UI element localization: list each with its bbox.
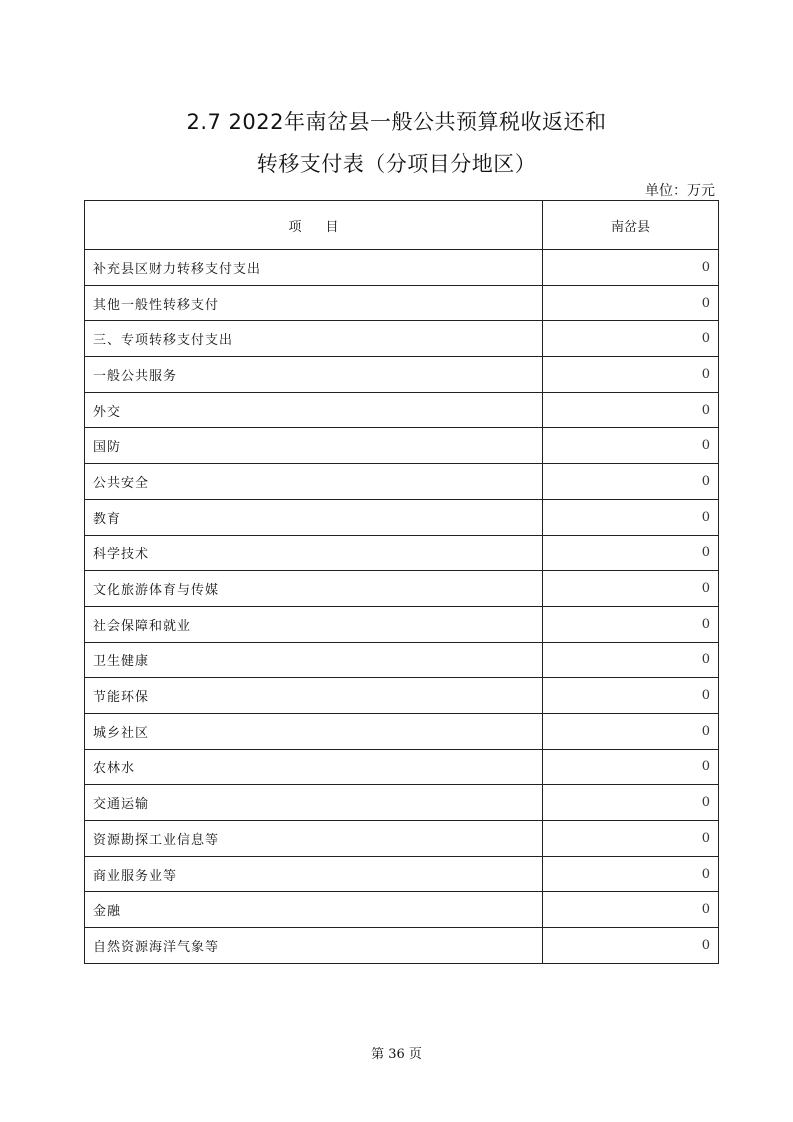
row-item-name: 文化旅游体育与传媒 [85,571,543,607]
row-item-name: 节能环保 [85,678,543,714]
row-item-value: 0 [543,606,719,642]
table-row [85,928,719,964]
column-header-item: 项目 [85,201,543,250]
row-item-name: 国防 [85,428,543,464]
row-item-name: 公共安全 [85,464,543,500]
row-item-name: 城乡社区 [85,713,543,749]
table-row [85,321,719,357]
row-item-value: 0 [543,678,719,714]
row-item-value: 0 [543,571,719,607]
row-item-value: 0 [543,642,719,678]
table-row [85,642,719,678]
row-item-name: 商业服务业等 [85,856,543,892]
row-item-value: 0 [543,285,719,321]
row-item-name: 资源勘探工业信息等 [85,821,543,857]
row-item-name: 三、专项转移支付支出 [85,321,543,357]
table-header-row [85,201,719,250]
table-row [85,464,719,500]
transfer-payment-table [84,200,719,964]
table-row [85,571,719,607]
table-row [85,892,719,928]
unit-label: 单位：万元 [645,183,715,199]
row-item-name: 卫生健康 [85,642,543,678]
table-row [85,749,719,785]
row-item-name: 自然资源海洋气象等 [85,928,543,964]
row-item-name: 教育 [85,499,543,535]
row-item-name: 外交 [85,392,543,428]
table-row [85,357,719,393]
page-title-line-1: 2.7 2022年南岔县一般公共预算税收返还和 [186,110,607,134]
row-item-value: 0 [543,535,719,571]
row-item-value: 0 [543,749,719,785]
table-row [85,821,719,857]
row-item-name: 一般公共服务 [85,357,543,393]
row-item-name: 社会保障和就业 [85,606,543,642]
table-row [85,428,719,464]
row-item-value: 0 [543,428,719,464]
row-item-value: 0 [543,250,719,286]
row-item-name: 科学技术 [85,535,543,571]
table-row [85,713,719,749]
row-item-value: 0 [543,499,719,535]
page-number: 第 36 页 [371,1047,422,1062]
row-item-name: 补充县区财力转移支付支出 [85,250,543,286]
row-item-value: 0 [543,321,719,357]
table-row [85,499,719,535]
row-item-value: 0 [543,856,719,892]
row-item-value: 0 [543,928,719,964]
row-item-value: 0 [543,892,719,928]
table-row [85,535,719,571]
table-row [85,392,719,428]
row-item-value: 0 [543,357,719,393]
row-item-name: 农林水 [85,749,543,785]
row-item-name: 其他一般性转移支付 [85,285,543,321]
table-row [85,678,719,714]
row-item-name: 金融 [85,892,543,928]
page-title-line-2: 转移支付表（分项目分地区） [256,152,537,176]
table-row [85,285,719,321]
table-row [85,785,719,821]
row-item-name: 交通运输 [85,785,543,821]
row-item-value: 0 [543,713,719,749]
row-item-value: 0 [543,821,719,857]
table-row [85,856,719,892]
table-row [85,250,719,286]
table-row [85,606,719,642]
row-item-value: 0 [543,392,719,428]
row-item-value: 0 [543,785,719,821]
row-item-value: 0 [543,464,719,500]
column-header-region: 南岔县 [543,201,719,250]
